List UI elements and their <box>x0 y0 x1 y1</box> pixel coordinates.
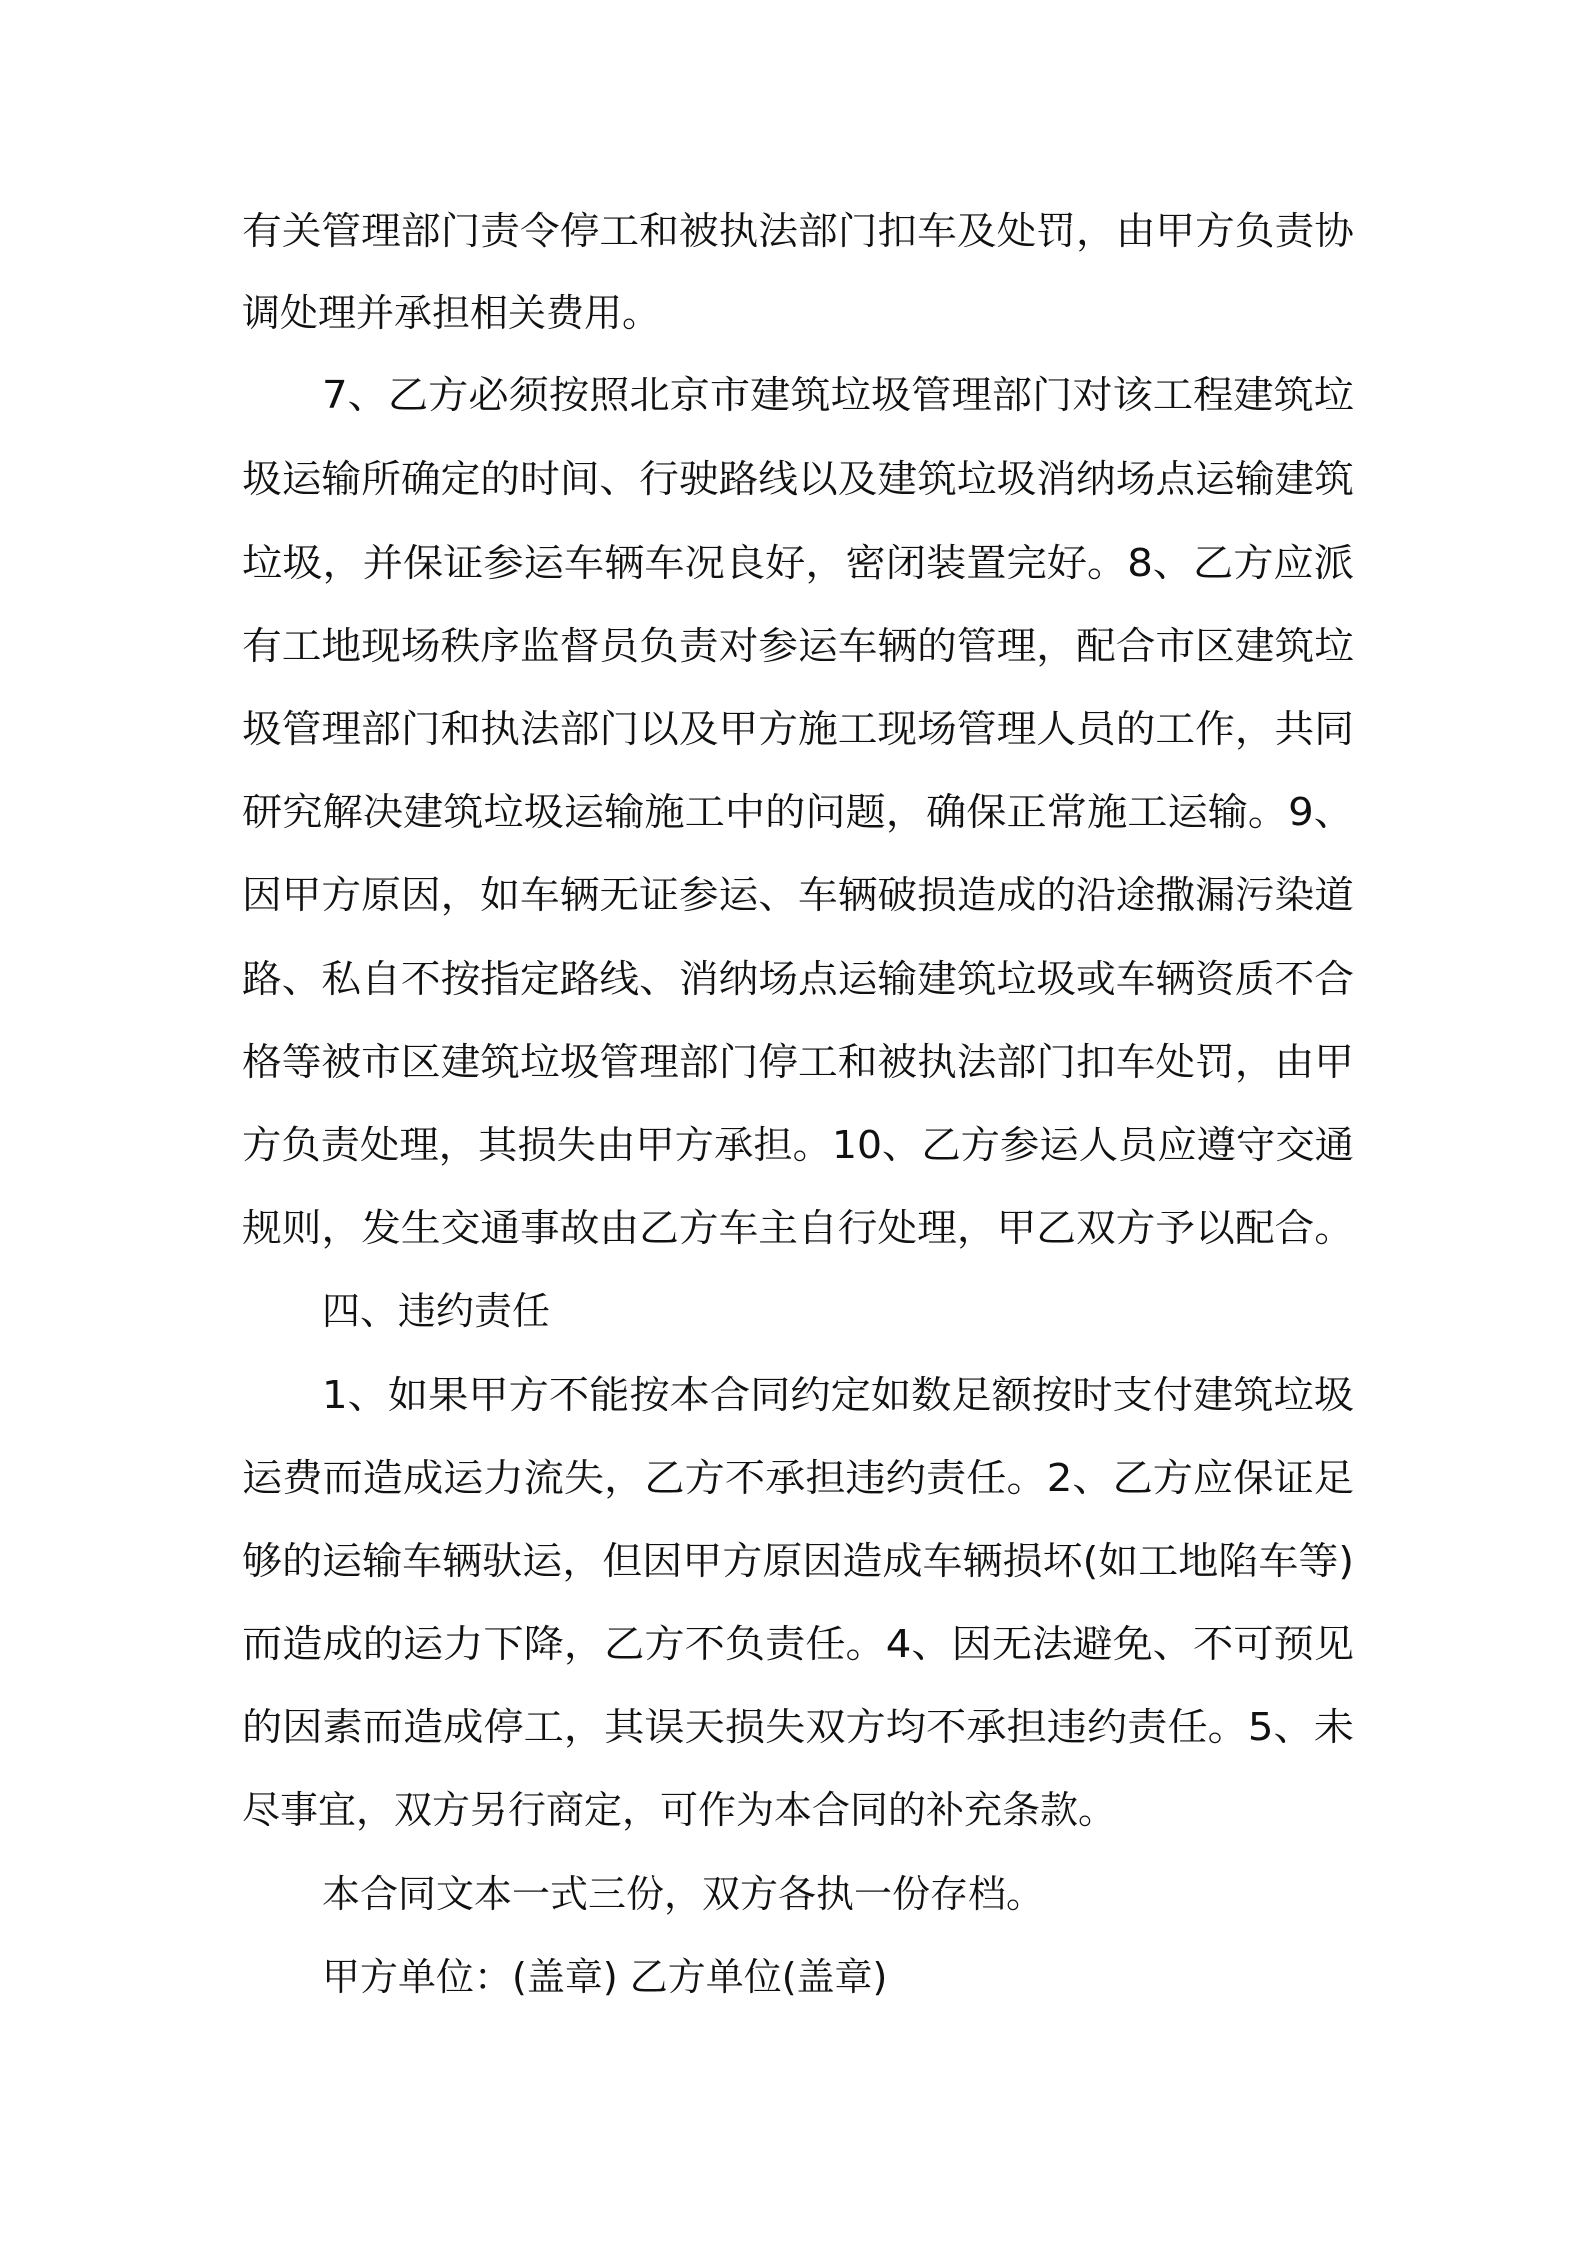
text-line <box>0 867 1586 923</box>
line-text: 有关管理部门责令停工和被执法部门扣车及处罚，由甲方负责协 <box>242 209 1354 253</box>
line-text: 尽事宜，双方另行商定，可作为本合同的补充条款。 <box>242 1788 1117 1832</box>
heading-text: 四、违约责任 <box>322 1289 551 1333</box>
text-line <box>0 701 1586 757</box>
text-line <box>0 1782 1586 1838</box>
line-text: 够的运输车辆驮运，但因甲方原因造成车辆损坏(如工地陷车等) <box>242 1539 1354 1583</box>
line-text: 调处理并承担相关费用。 <box>242 291 661 335</box>
text-line <box>0 451 1586 507</box>
line-text: 规则，发生交通事故由乙方车主自行处理，甲乙双方予以配合。 <box>242 1206 1354 1250</box>
text-line <box>0 618 1586 674</box>
line-text: 方负责处理，其损失由甲方承担。10、乙方参运人员应遵守交通 <box>242 1123 1354 1167</box>
line-text: 圾运输所确定的时间、行驶路线以及建筑垃圾消纳场点运输建筑 <box>242 457 1354 501</box>
text-line <box>0 1200 1586 1256</box>
signature-text: 甲方单位：(盖章) 乙方单位(盖章) <box>322 1955 888 1999</box>
text-line <box>0 535 1586 591</box>
line-text: 垃圾，并保证参运车辆车况良好，密闭装置完好。8、乙方应派 <box>242 541 1354 585</box>
text-line <box>0 1117 1586 1173</box>
line-text: 因甲方原因，如车辆无证参运、车辆破损造成的沿途撒漏污染道 <box>242 873 1354 917</box>
text-line <box>0 1699 1586 1755</box>
text-line <box>0 1034 1586 1090</box>
signature-line <box>0 1949 1586 2005</box>
text-line <box>0 1367 1586 1423</box>
text-line <box>0 1533 1586 1589</box>
line-text: 运费而造成运力流失，乙方不承担违约责任。2、乙方应保证足 <box>242 1456 1354 1500</box>
text-line <box>0 784 1586 840</box>
line-text: 而造成的运力下降，乙方不负责任。4、因无法避免、不可预见 <box>242 1622 1354 1666</box>
text-line <box>0 203 1586 259</box>
text-line <box>0 285 1586 341</box>
text-line <box>0 367 1586 423</box>
line-text: 1、如果甲方不能按本合同约定如数足额按时支付建筑垃圾 <box>322 1373 1354 1417</box>
line-text: 的因素而造成停工，其误天损失双方均不承担违约责任。5、未 <box>242 1705 1354 1749</box>
section-heading <box>0 1283 1586 1339</box>
line-text: 有工地现场秩序监督员负责对参运车辆的管理，配合市区建筑垃 <box>242 624 1354 668</box>
text-line <box>0 1450 1586 1506</box>
text-line <box>0 951 1586 1007</box>
line-text: 研究解决建筑垃圾运输施工中的问题，确保正常施工运输。9、 <box>242 790 1354 834</box>
line-text: 路、私自不按指定路线、消纳场点运输建筑垃圾或车辆资质不合 <box>242 957 1354 1001</box>
text-line <box>0 1866 1586 1922</box>
line-text: 本合同文本一式三份，双方各执一份存档。 <box>322 1872 1045 1916</box>
line-text: 7、乙方必须按照北京市建筑垃圾管理部门对该工程建筑垃 <box>322 373 1354 417</box>
line-text: 格等被市区建筑垃圾管理部门停工和被执法部门扣车处罚，由甲 <box>242 1040 1354 1084</box>
line-text: 圾管理部门和执法部门以及甲方施工现场管理人员的工作，共同 <box>242 707 1354 751</box>
text-line <box>0 1616 1586 1672</box>
